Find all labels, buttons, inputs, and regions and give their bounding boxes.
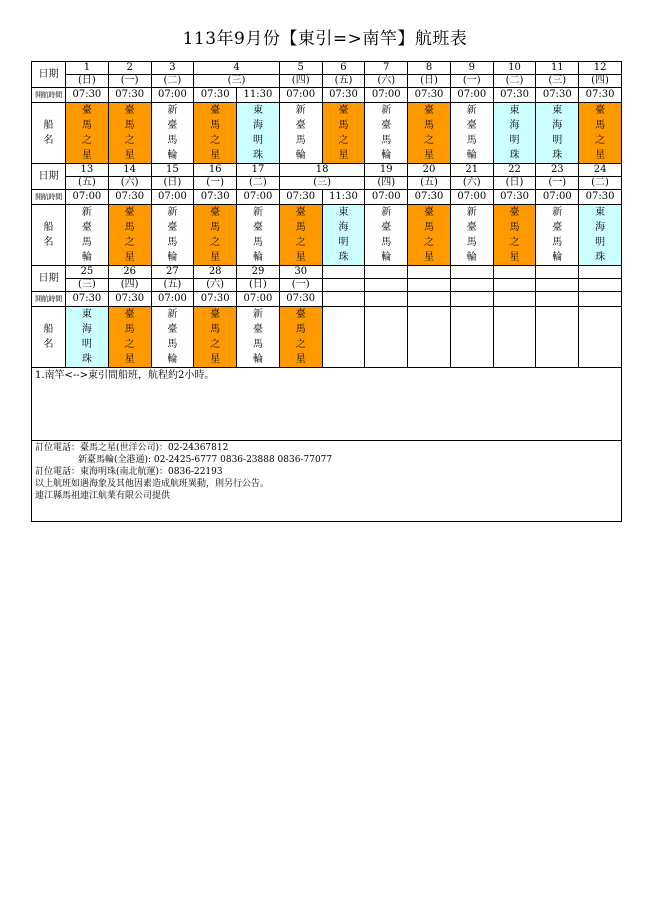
ship-cell: 臺 馬 之 星 <box>194 205 237 266</box>
departure-time-cell: 07:00 <box>151 88 194 103</box>
departure-time-cell: 07:30 <box>279 190 322 205</box>
departure-time-cell: 07:30 <box>108 292 151 307</box>
date-cell: 9 <box>450 62 493 75</box>
departure-time-cell: 11:30 <box>322 190 365 205</box>
departure-time-cell: 07:30 <box>66 88 109 103</box>
date-cell: 30 <box>279 266 322 279</box>
weekday-cell: (五) <box>408 177 451 190</box>
date-cell: 23 <box>536 164 579 177</box>
departure-time-cell: 07:30 <box>493 88 536 103</box>
date-cell: 15 <box>151 164 194 177</box>
departure-time-cell: 07:00 <box>237 190 280 205</box>
ship-name-label: 船 名 <box>32 103 66 164</box>
departure-time-cell: 07:30 <box>579 190 622 205</box>
date-cell: 28 <box>194 266 237 279</box>
weekday-cell: (三) <box>279 177 365 190</box>
empty-cell <box>536 307 579 368</box>
ship-cell: 新 臺 馬 輪 <box>151 307 194 368</box>
notes-cell: 1.南竿<-->東引間船班，航程約2小時。 <box>32 368 622 441</box>
ship-cell: 臺 馬 之 星 <box>408 205 451 266</box>
departure-time-cell: 07:30 <box>493 190 536 205</box>
ship-cell: 臺 馬 之 星 <box>108 307 151 368</box>
empty-cell <box>322 292 365 307</box>
weekday-cell: (一) <box>108 75 151 88</box>
date-cell: 13 <box>66 164 109 177</box>
contact-line: 新臺馬輪(全港通): 02-2425-6777 0836-23888 0836-77077 <box>78 455 333 465</box>
ship-cell: 東 海 明 珠 <box>579 205 622 266</box>
ship-cell: 東 海 明 珠 <box>66 307 109 368</box>
weekday-cell: (六) <box>194 279 237 292</box>
empty-cell <box>493 279 536 292</box>
weekday-cell: (五) <box>322 75 365 88</box>
ship-cell: 新 臺 馬 輪 <box>536 205 579 266</box>
ship-cell: 臺 馬 之 星 <box>493 205 536 266</box>
empty-cell <box>493 292 536 307</box>
date-cell: 10 <box>493 62 536 75</box>
departure-time-cell: 07:00 <box>237 292 280 307</box>
date-cell: 2 <box>108 62 151 75</box>
empty-cell <box>450 266 493 279</box>
departure-time-cell: 07:00 <box>279 88 322 103</box>
weekday-cell: (三) <box>536 75 579 88</box>
empty-cell <box>579 266 622 279</box>
weekday-cell: (六) <box>108 177 151 190</box>
weekday-cell: (二) <box>151 75 194 88</box>
page-title: 113年9月份【東引=>南竿】航班表 <box>182 29 468 49</box>
date-label: 日期 <box>32 62 66 88</box>
weekday-cell: (二) <box>237 177 280 190</box>
departure-time-cell: 07:00 <box>450 88 493 103</box>
empty-cell <box>322 266 365 279</box>
schedule-table <box>31 61 622 522</box>
empty-cell <box>365 266 408 279</box>
departure-time-cell: 07:30 <box>194 88 237 103</box>
departure-time-cell: 07:30 <box>408 190 451 205</box>
ship-cell: 新 臺 馬 輪 <box>66 205 109 266</box>
empty-cell <box>450 279 493 292</box>
empty-cell <box>365 307 408 368</box>
date-cell: 5 <box>279 62 322 75</box>
departure-time-cell: 07:30 <box>408 88 451 103</box>
ship-name-label: 船 名 <box>32 205 66 266</box>
contact-line: 連江縣馬祖連江航業有限公司提供 <box>35 491 171 501</box>
date-cell: 12 <box>579 62 622 75</box>
date-cell: 6 <box>322 62 365 75</box>
departure-time-cell: 07:00 <box>66 190 109 205</box>
weekday-cell: (二) <box>493 75 536 88</box>
departure-time-cell: 07:30 <box>579 88 622 103</box>
date-cell: 24 <box>579 164 622 177</box>
departure-time-cell: 07:30 <box>108 190 151 205</box>
ship-cell: 新 臺 馬 輪 <box>365 103 408 164</box>
contact-cell <box>32 441 622 522</box>
empty-cell <box>322 279 365 292</box>
weekday-cell: (六) <box>365 75 408 88</box>
ship-cell: 新 臺 馬 輪 <box>151 205 194 266</box>
empty-cell <box>579 292 622 307</box>
weekday-cell: (一) <box>279 279 322 292</box>
date-cell: 20 <box>408 164 451 177</box>
ship-cell: 新 臺 馬 輪 <box>365 205 408 266</box>
weekday-cell: (一) <box>450 75 493 88</box>
departure-time-cell: 07:00 <box>450 190 493 205</box>
ship-cell: 新 臺 馬 輪 <box>450 103 493 164</box>
date-cell: 19 <box>365 164 408 177</box>
date-cell: 21 <box>450 164 493 177</box>
departure-time-label: 開航時間 <box>32 190 66 205</box>
empty-cell <box>365 279 408 292</box>
ship-cell: 臺 馬 之 星 <box>194 307 237 368</box>
ship-cell: 臺 馬 之 星 <box>408 103 451 164</box>
date-cell: 25 <box>66 266 109 279</box>
departure-time-label: 開航時間 <box>32 88 66 103</box>
date-cell: 17 <box>237 164 280 177</box>
departure-time-cell: 07:00 <box>365 190 408 205</box>
date-label: 日期 <box>32 164 66 190</box>
empty-cell <box>365 292 408 307</box>
departure-time-cell: 07:00 <box>151 292 194 307</box>
weekday-cell: (一) <box>536 177 579 190</box>
empty-cell <box>579 307 622 368</box>
ship-cell: 東 海 明 珠 <box>493 103 536 164</box>
ship-cell: 臺 馬 之 星 <box>322 103 365 164</box>
empty-cell <box>450 307 493 368</box>
empty-cell <box>408 279 451 292</box>
departure-time-cell: 07:00 <box>151 190 194 205</box>
empty-cell <box>493 266 536 279</box>
ship-cell: 新 臺 馬 輪 <box>279 103 322 164</box>
empty-cell <box>536 292 579 307</box>
departure-time-cell: 07:30 <box>536 88 579 103</box>
ship-cell: 新 臺 馬 輪 <box>237 205 280 266</box>
date-cell: 14 <box>108 164 151 177</box>
ship-cell: 臺 馬 之 星 <box>579 103 622 164</box>
ship-cell: 臺 馬 之 星 <box>279 307 322 368</box>
date-cell: 3 <box>151 62 194 75</box>
empty-cell <box>408 266 451 279</box>
date-cell: 16 <box>194 164 237 177</box>
ship-cell: 新 臺 馬 輪 <box>151 103 194 164</box>
ship-cell: 新 臺 馬 輪 <box>237 307 280 368</box>
date-cell: 11 <box>536 62 579 75</box>
empty-cell <box>322 307 365 368</box>
empty-cell <box>536 266 579 279</box>
weekday-cell: (五) <box>66 177 109 190</box>
ship-cell: 新 臺 馬 輪 <box>450 205 493 266</box>
weekday-cell: (日) <box>66 75 109 88</box>
weekday-cell: (日) <box>151 177 194 190</box>
date-cell: 29 <box>237 266 280 279</box>
weekday-cell: (日) <box>408 75 451 88</box>
date-cell: 27 <box>151 266 194 279</box>
ship-cell: 臺 馬 之 星 <box>66 103 109 164</box>
date-cell: 7 <box>365 62 408 75</box>
weekday-cell: (四) <box>365 177 408 190</box>
date-cell: 1 <box>66 62 109 75</box>
empty-cell <box>579 279 622 292</box>
ship-cell: 臺 馬 之 星 <box>194 103 237 164</box>
ship-cell: 東 海 明 珠 <box>322 205 365 266</box>
ship-cell: 臺 馬 之 星 <box>108 205 151 266</box>
departure-time-cell: 07:30 <box>108 88 151 103</box>
date-cell: 8 <box>408 62 451 75</box>
weekday-cell: (二) <box>579 177 622 190</box>
date-label: 日期 <box>32 266 66 292</box>
weekday-cell: (日) <box>237 279 280 292</box>
weekday-cell: (四) <box>108 279 151 292</box>
weekday-cell: (三) <box>66 279 109 292</box>
ship-name-label: 船 名 <box>32 307 66 368</box>
date-cell: 22 <box>493 164 536 177</box>
departure-time-cell: 07:30 <box>194 190 237 205</box>
weekday-cell: (六) <box>450 177 493 190</box>
date-cell: 26 <box>108 266 151 279</box>
departure-time-cell: 07:00 <box>536 190 579 205</box>
contact-line: 訂位電話：臺馬之星(世洋公司)：02-24367812 <box>35 443 229 453</box>
departure-time-label: 開航時間 <box>32 292 66 307</box>
weekday-cell: (三) <box>194 75 280 88</box>
empty-cell <box>450 292 493 307</box>
date-cell: 4 <box>194 62 280 75</box>
ship-cell: 東 海 明 珠 <box>237 103 280 164</box>
contact-line: 以上航班如遇海象及其他因素造成航班異動，則另行公告。 <box>35 479 270 489</box>
empty-cell <box>408 292 451 307</box>
contact-line: 訂位電話：東海明珠(南北航運)：0836-22193 <box>35 467 223 477</box>
departure-time-cell: 07:30 <box>66 292 109 307</box>
empty-cell <box>536 279 579 292</box>
ship-cell: 東 海 明 珠 <box>536 103 579 164</box>
weekday-cell: (一) <box>194 177 237 190</box>
weekday-cell: (五) <box>151 279 194 292</box>
date-cell: 18 <box>279 164 365 177</box>
weekday-cell: (四) <box>579 75 622 88</box>
departure-time-cell: 07:00 <box>365 88 408 103</box>
empty-cell <box>408 307 451 368</box>
departure-time-cell: 07:30 <box>279 292 322 307</box>
weekday-cell: (四) <box>279 75 322 88</box>
departure-time-cell: 07:30 <box>322 88 365 103</box>
ship-cell: 臺 馬 之 星 <box>108 103 151 164</box>
empty-cell <box>493 307 536 368</box>
weekday-cell: (日) <box>493 177 536 190</box>
departure-time-cell: 11:30 <box>237 88 280 103</box>
ship-cell: 臺 馬 之 星 <box>279 205 322 266</box>
departure-time-cell: 07:30 <box>194 292 237 307</box>
